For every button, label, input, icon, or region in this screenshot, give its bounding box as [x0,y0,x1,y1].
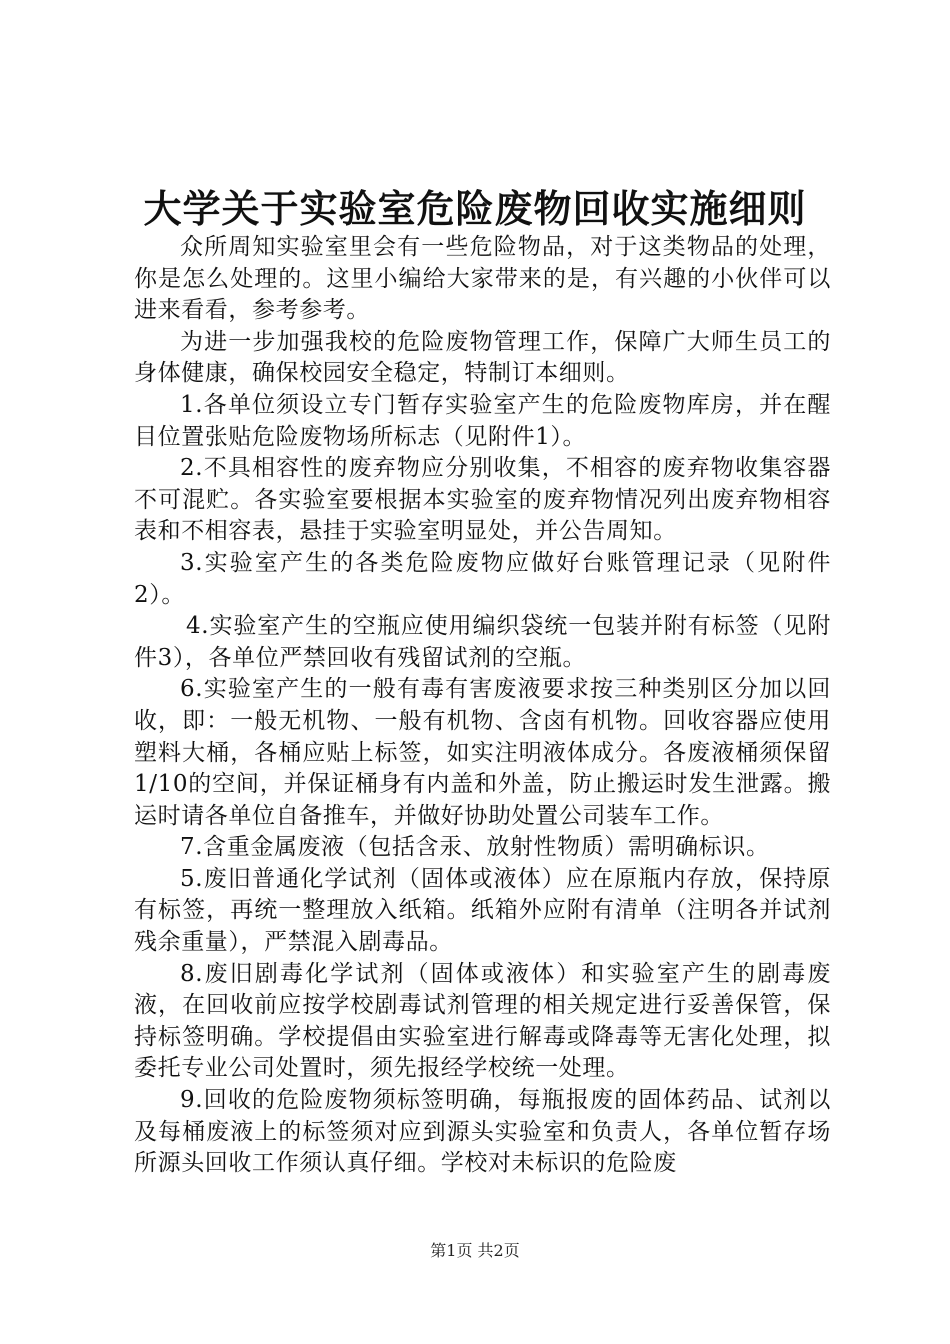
paragraph-item-9: 9.回收的危险废物须标签明确，每瓶报废的固体药品、试剂以及每桶废液上的标签须对应到源头实验室和负责人，各单位暂存场所源头回收工作须认真仔细。学校对未标识的危险废 [134,1087,831,1177]
paragraph-item-4: 4.实验室产生的空瓶应使用编织袋统一包装并附有标签（见附件3），各单位严禁回收有残留试剂的空瓶。 [134,613,831,671]
page-number-footer: 第1页 共2页 [430,1241,520,1260]
paragraph-purpose: 为进一步加强我校的危险废物管理工作，保障广大师生员工的身体健康，确保校园安全稳定，特制订本细则。 [134,328,831,387]
document-title: 大学关于实验室危险废物回收实施细则 [143,186,807,231]
document-body [134,232,831,1180]
paragraph-intro: 众所周知实验室里会有一些危险物品，对于这类物品的处理，你是怎么处理的。这里小编给大家带来的是，有兴趣的小伙伴可以进来看看，参考参考。 [134,234,831,324]
paragraph-item-5: 5.废旧普通化学试剂（固体或液体）应在原瓶内存放，保持原有标签，再统一整理放入纸箱。纸箱外应附有清单（注明各并试剂残余重量），严禁混入剧毒品。 [134,865,831,956]
paragraph-item-6: 6.实验室产生的一般有毒有害废液要求按三种类别区分加以回收，即：一般无机物、一般有机物、含卤有机物。回收容器应使用塑料大桶，各桶应贴上标签，如实注明液体成分。各废液桶须保留1/10的空间，并保证桶身有内盖和外盖，防止搬运时发生泄露。搬运时请各单位自备推车，并做好协助处置公司装车工作。 [134,676,831,829]
paragraph-item-2: 2.不具相容性的废弃物应分别收集，不相容的废弃物收集容器不可混贮。各实验室要根据本实验室的废弃物情况列出废弃物相容表和不相容表，悬挂于实验室明显处，并公告周知。 [134,455,831,545]
paragraph-item-7: 7.含重金属废液（包括含汞、放射性物质）需明确标识。 [180,834,770,861]
paragraph-item-1: 1.各单位须设立专门暂存实验室产生的危险废物库房，并在醒目位置张贴危险废物场所标志（见附件1）。 [134,391,831,450]
paragraph-item-3: 3.实验室产生的各类危险废物应做好台账管理记录（见附件2）。 [134,549,831,608]
paragraph-item-8: 8.废旧剧毒化学试剂（固体或液体）和实验室产生的剧毒废液，在回收前应按学校剧毒试剂管理的相关规定进行妥善保管，保持标签明确。学校提倡由实验室进行解毒或降毒等无害化处理，拟委托专业公司处置时，须先报经学校统一处理。 [134,960,831,1082]
